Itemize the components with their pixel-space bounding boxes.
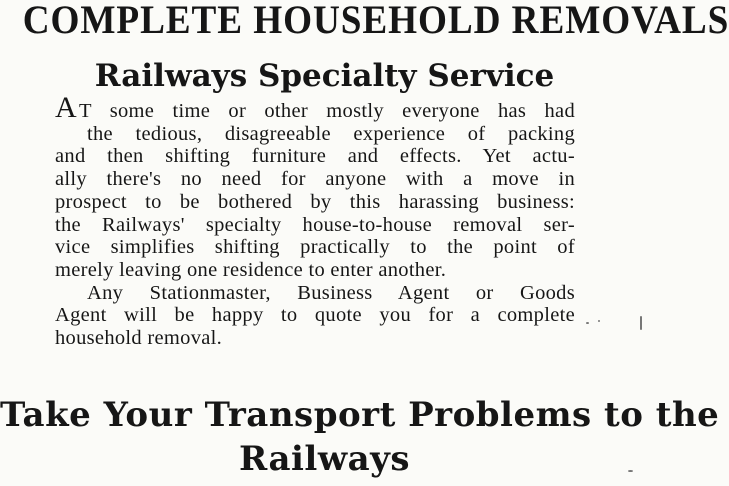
headline: COMPLETE HOUSEHOLD REMOVALS (22, 0, 729, 42)
paragraph-1-line-6: the Railways' specialty house-to-house removal ser- (55, 213, 575, 236)
drop-cap: A (55, 91, 77, 124)
footer-slogan (0, 393, 720, 481)
paragraph-2-line-3: household removal. (55, 327, 223, 350)
paragraph-1-first-line-text: T some time or other mostly everyone has had (78, 100, 575, 122)
paragraph-1-line-5: prospect to be bothered by this harassing business: (55, 190, 575, 213)
print-speck (586, 322, 589, 324)
subheadline: Railways Specialty Service (94, 58, 555, 94)
paragraph-2-line-2: Agent will be happy to quote you for a complete (55, 304, 575, 327)
paragraph-1-line-7: vice simplifies shifting practically to the point of (55, 236, 575, 259)
paragraph-1-line-4: ally there's no need for anyone with a move in (55, 168, 575, 191)
paragraph-1-line-8: merely leaving one residence to enter another. (55, 258, 447, 281)
paragraph-1-line-1 (55, 91, 575, 124)
paragraph-1-line-2: the tedious, disagreeable experience of packing (87, 122, 575, 145)
print-speck (598, 320, 600, 322)
body-text (55, 91, 575, 350)
footer-line-2: Railways (238, 439, 411, 479)
print-speck (640, 316, 642, 330)
footer-line-1: Take Your Transport Problems to the (0, 395, 720, 435)
print-speck (628, 470, 633, 472)
paragraph-2-line-1: Any Stationmaster, Business Agent or Goods (87, 281, 575, 304)
paragraph-1-line-3: and then shifting furniture and effects. Yet actu- (55, 145, 575, 168)
